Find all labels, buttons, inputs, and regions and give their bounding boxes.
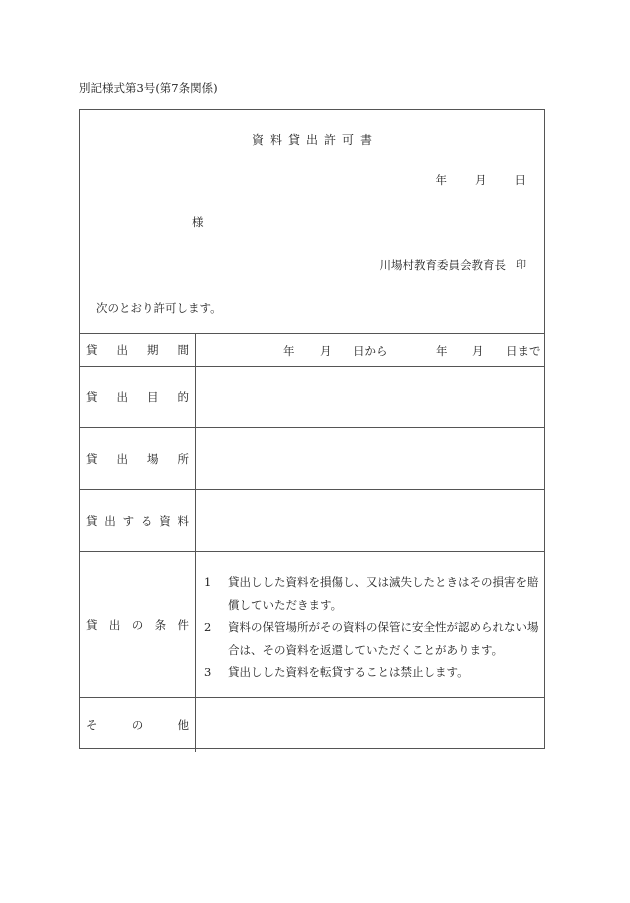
condition-number: 3 (204, 665, 212, 679)
label-char: 出 (116, 451, 128, 466)
place-value (196, 428, 544, 489)
row-place (80, 428, 544, 490)
label-char: 間 (177, 343, 189, 357)
date-day-label: 日 (514, 173, 526, 187)
label-char: 料 (177, 513, 189, 528)
form-number: 別記様式第3号(第7条関係) (79, 81, 218, 95)
label-char: 貸 (86, 343, 98, 357)
label-char: 貸 (86, 617, 98, 632)
condition-text: 貸出しした資料を損傷し、又は滅失したときはその損害を賠 (228, 575, 539, 589)
label-char: 他 (177, 718, 189, 732)
condition-text: 貸出しした資料を転貸することは禁止します。 (228, 665, 469, 679)
to-month-label: 月 (472, 344, 484, 358)
row-period (80, 334, 544, 367)
condition-item (204, 661, 540, 684)
label-char: 貸 (86, 390, 98, 404)
form-header (80, 110, 544, 334)
label-char: る (140, 513, 153, 528)
other-value (196, 698, 544, 752)
date-month-label: 月 (475, 173, 487, 187)
to-day-label: 日まで (506, 344, 541, 358)
label-char: 貸 (86, 451, 98, 466)
from-day-label: 日から (353, 344, 388, 358)
label-char: 出 (116, 390, 128, 404)
label-char: 出 (116, 343, 128, 357)
purpose-value (196, 367, 544, 427)
label-char: す (122, 513, 135, 528)
form-title: 資料貸出許可書 (251, 133, 378, 147)
issue-date (414, 172, 527, 188)
condition-number: 1 (204, 575, 212, 589)
issuer (380, 257, 527, 273)
label-char: 的 (177, 390, 189, 404)
label-char: そ (86, 718, 98, 732)
label-char: の (131, 718, 144, 732)
conditions-value (196, 552, 544, 697)
condition-text: 合は、その資料を返還していただくことがあります。 (228, 642, 504, 657)
permit-form (79, 109, 545, 749)
label-char: 件 (177, 617, 189, 632)
condition-number: 2 (204, 620, 212, 634)
label-char: 期 (147, 343, 159, 357)
seal-mark: 印 (516, 260, 526, 271)
date-year-label: 年 (435, 173, 447, 187)
label-place (80, 428, 196, 489)
label-char: 条 (154, 617, 167, 632)
label-char: 所 (177, 451, 189, 466)
material-value (196, 490, 544, 551)
from-month-label: 月 (320, 344, 332, 358)
issuer-name: 川場村教育委員会教育長 (379, 258, 506, 272)
label-char: 場 (147, 451, 159, 466)
condition-item (204, 571, 540, 616)
row-purpose (80, 367, 544, 428)
from-year-label: 年 (283, 344, 295, 358)
label-period (80, 334, 196, 366)
label-purpose (80, 367, 196, 427)
condition-item (204, 616, 540, 661)
condition-text: 償していただきます。 (228, 597, 343, 612)
label-conditions (80, 552, 196, 697)
label-char: 資 (159, 513, 171, 528)
label-char: の (131, 617, 144, 632)
to-year-label: 年 (436, 344, 448, 358)
condition-text: 資料の保管場所がその資料の保管に安全性が認められない場 (228, 620, 539, 634)
label-char: 出 (108, 617, 121, 632)
period-value (196, 334, 544, 366)
label-char: 目 (147, 390, 159, 404)
label-other (80, 698, 196, 752)
label-char: 貸 (86, 513, 98, 528)
addressee-suffix: 様 (192, 215, 204, 229)
row-conditions (80, 552, 544, 698)
label-material (80, 490, 196, 551)
row-material (80, 490, 544, 552)
label-char: 出 (104, 513, 116, 528)
permit-message: 次のとおり許可します。 (96, 301, 222, 315)
row-other (80, 698, 544, 752)
